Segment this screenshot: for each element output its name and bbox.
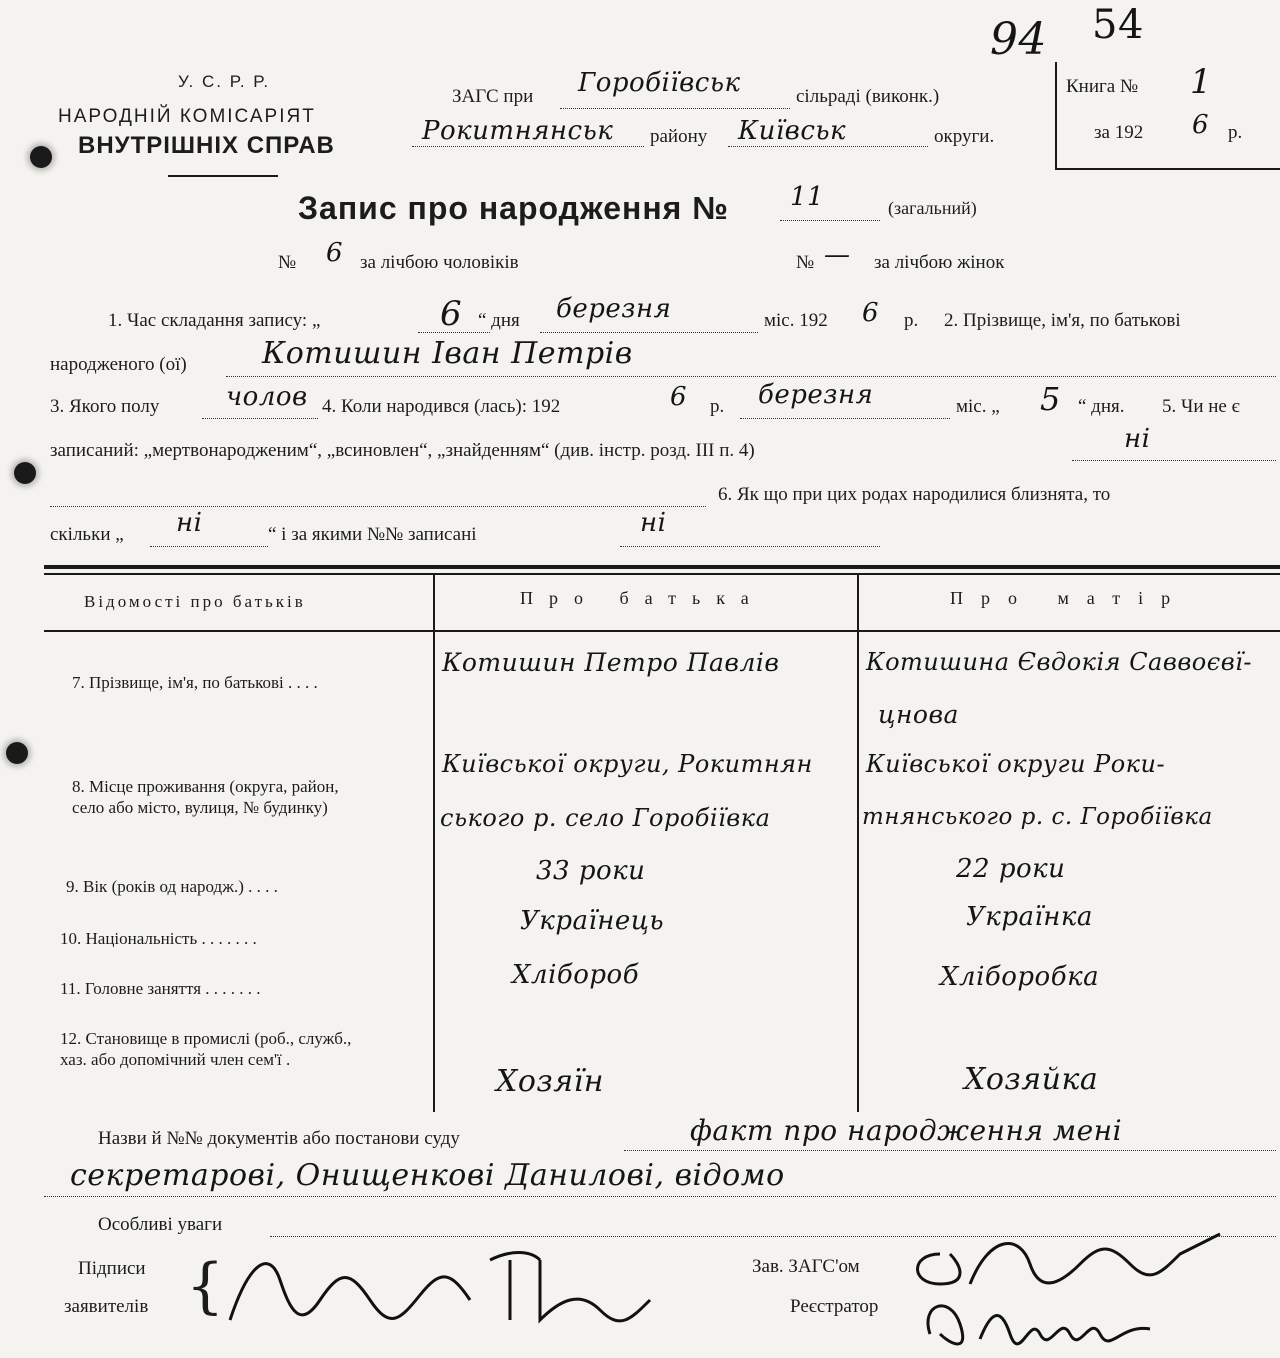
book-number: 1	[1190, 62, 1213, 102]
male-count-number: 6	[326, 238, 344, 268]
zags-head-label: Зав. ЗАГС'ом	[752, 1256, 860, 1277]
docs-label: Назви й №№ документів або постанови суду	[98, 1128, 460, 1149]
book-box-left	[1055, 62, 1057, 170]
commissariat-label: НАРОДНІЙ КОМІСАРІЯТ	[58, 106, 316, 127]
row8-label: 8. Місце проживання (округа, район, село або місто, вулиця, № будинку)	[72, 777, 339, 817]
f1-day: 6	[440, 294, 463, 334]
f1-r: р.	[904, 310, 919, 331]
f1-day-line	[418, 332, 490, 333]
row12-label: 12. Становище в промислі (роб., служб., хаз. або допомічний член сем'ї .	[60, 1029, 352, 1069]
female-count-prefix: №	[796, 252, 815, 273]
applicant-signature	[210, 1240, 670, 1340]
row8-father-line2: ського р. село Горобіївка	[440, 804, 771, 832]
f6-label2a: скільки „	[50, 524, 124, 545]
row8-father-line1: Київської округи, Рокитнян	[442, 750, 813, 778]
okruha-name: Київськ	[738, 116, 847, 146]
row10-label: 10. Національність . . . . . . .	[60, 929, 257, 948]
f4-mis: міс. „	[956, 396, 1000, 417]
table-header-rule	[44, 630, 1280, 632]
row8-mother-line1: Київської округи Роки-	[866, 750, 1166, 778]
book-box-bottom	[1055, 168, 1280, 170]
f1-mis: міс. 192	[764, 310, 828, 331]
book-year-digit: 6	[1192, 110, 1210, 140]
book-year-label: за 192	[1094, 122, 1144, 143]
row8-mother-line2: тнянського р. с. Горобіївка	[862, 804, 1213, 830]
f4-day: 5	[1040, 380, 1061, 418]
row10-father: Українець	[520, 906, 665, 936]
raion-name: Рокитнянськ	[422, 116, 614, 146]
f2-value: Котишин Іван Петрів	[262, 336, 633, 371]
f5-label: 5. Чи не є	[1162, 396, 1240, 417]
row11-label: 11. Головне заняття . . . . . . .	[60, 979, 261, 998]
f4-month: березня	[758, 380, 874, 410]
docs-value-line1: факт про народження мені	[690, 1114, 1123, 1147]
book-year-suffix: р.	[1228, 122, 1243, 143]
f6-label: 6. Як що при цих родах народилися близнята, то	[718, 484, 1111, 505]
f3-value: чолов	[226, 382, 308, 412]
table-top-rule-thin	[44, 573, 1280, 575]
row7-father-line1: Котишин Петро Павлів	[442, 648, 780, 677]
row7-mother-line1: Котишина Євдокія Саввоєвї-	[866, 648, 1252, 676]
row12-mother: Хозяйка	[964, 1062, 1099, 1097]
row12-father: Хозяїн	[496, 1064, 604, 1099]
signature-brace: {	[186, 1251, 225, 1321]
punch-hole-lower	[6, 742, 28, 764]
okruha-label: округи.	[934, 126, 995, 147]
row9-father: 33 роки	[536, 856, 646, 886]
row7-label: 7. Прізвище, ім'я, по батькові . . . .	[72, 673, 318, 692]
record-number: 11	[790, 182, 825, 212]
applicants-label: заявителів	[64, 1296, 149, 1317]
registrar-label: Реєстратор	[790, 1296, 879, 1317]
f4-r: р.	[710, 396, 725, 417]
f5-label2: записаний: „мертвонародженим“, „всиновлен“, „знайденням“ (див. інстр. розд. III п. 4)	[50, 440, 755, 461]
record-number-line	[780, 220, 880, 221]
f4-year: 6	[670, 382, 688, 412]
f6-blank-line	[50, 506, 706, 507]
okruha-line	[728, 146, 928, 147]
signatures-label: Підписи	[78, 1258, 146, 1279]
punch-hole-top	[30, 146, 52, 168]
table-col-divider-2	[857, 574, 859, 1112]
male-count-prefix: №	[278, 252, 297, 273]
row9-label: 9. Вік (років од народж.) . . . .	[66, 877, 278, 896]
f4-label: 4. Коли народився (лась): 192	[322, 396, 561, 417]
f6-value-b: ні	[640, 508, 667, 538]
col-header-mother: Про матір	[950, 588, 1189, 608]
raion-label: району	[650, 126, 708, 147]
docs-line2	[44, 1196, 1276, 1197]
f2-label2: народженого (ої)	[50, 354, 187, 375]
col-header-parents: Відомості про батьків	[84, 592, 306, 611]
row10-mother: Українка	[966, 902, 1093, 932]
remarks-label: Особливі уваги	[98, 1214, 223, 1235]
f5-line	[1072, 460, 1276, 461]
archive-number-a: 94	[990, 14, 1047, 65]
f1-year: 6	[862, 298, 880, 328]
col-header-father: Про батька	[520, 588, 765, 608]
row9-mother: 22 роки	[956, 854, 1066, 884]
f5-value: ні	[1124, 424, 1151, 454]
f3-line	[202, 418, 318, 419]
zags-village-line	[560, 108, 790, 109]
f2-label: 2. Прізвище, ім'я, по батькові	[944, 310, 1181, 331]
female-count-label: за лічбою жінок	[874, 252, 1005, 273]
internal-affairs-label: ВНУТРІШНІХ СПРАВ	[78, 132, 335, 159]
punch-hole-middle	[14, 462, 36, 484]
header-rule	[168, 175, 278, 177]
f1-month-line	[540, 332, 758, 333]
f6-line-a	[150, 546, 268, 547]
zags-village: Горобіївськ	[578, 68, 741, 98]
f1-label: 1. Час складання запису: „	[108, 310, 321, 331]
record-title: Запис про народження №	[298, 190, 729, 226]
row11-father: Хлібороб	[512, 960, 640, 990]
state-label: У. С. Р. Р.	[178, 72, 271, 91]
row7-mother-line2: цнова	[878, 700, 959, 729]
row11-mother: Хліборобка	[940, 962, 1100, 992]
f6-label2b: “ і за якими №№ записані	[268, 524, 477, 545]
zags-prefix: ЗАГС при	[452, 86, 534, 107]
f2-line	[226, 376, 1276, 377]
archive-number-b: 54	[1092, 2, 1144, 48]
f4-month-line	[740, 418, 950, 419]
table-top-rule	[44, 565, 1280, 569]
f1-month: березня	[556, 294, 672, 324]
zags-suffix: сільраді (виконк.)	[796, 86, 940, 107]
table-col-divider-1	[433, 574, 435, 1112]
f4-day-word: “ дня.	[1078, 396, 1125, 417]
male-count-label: за лічбою чоловіків	[360, 252, 519, 273]
docs-line1	[624, 1150, 1276, 1151]
f3-label: 3. Якого полу	[50, 396, 160, 417]
raion-line	[412, 146, 644, 147]
registrar-signature	[910, 1284, 1170, 1354]
female-count-number: —	[824, 240, 851, 270]
f6-value-a: ні	[176, 508, 203, 538]
f1-day-word: “ дня	[478, 310, 520, 331]
record-general-label: (загальний)	[888, 198, 977, 218]
f6-line-b	[620, 546, 880, 547]
docs-value-line2: секретарові, Онищенкові Данилові, відомо	[70, 1158, 785, 1193]
book-label: Книга №	[1066, 76, 1139, 97]
